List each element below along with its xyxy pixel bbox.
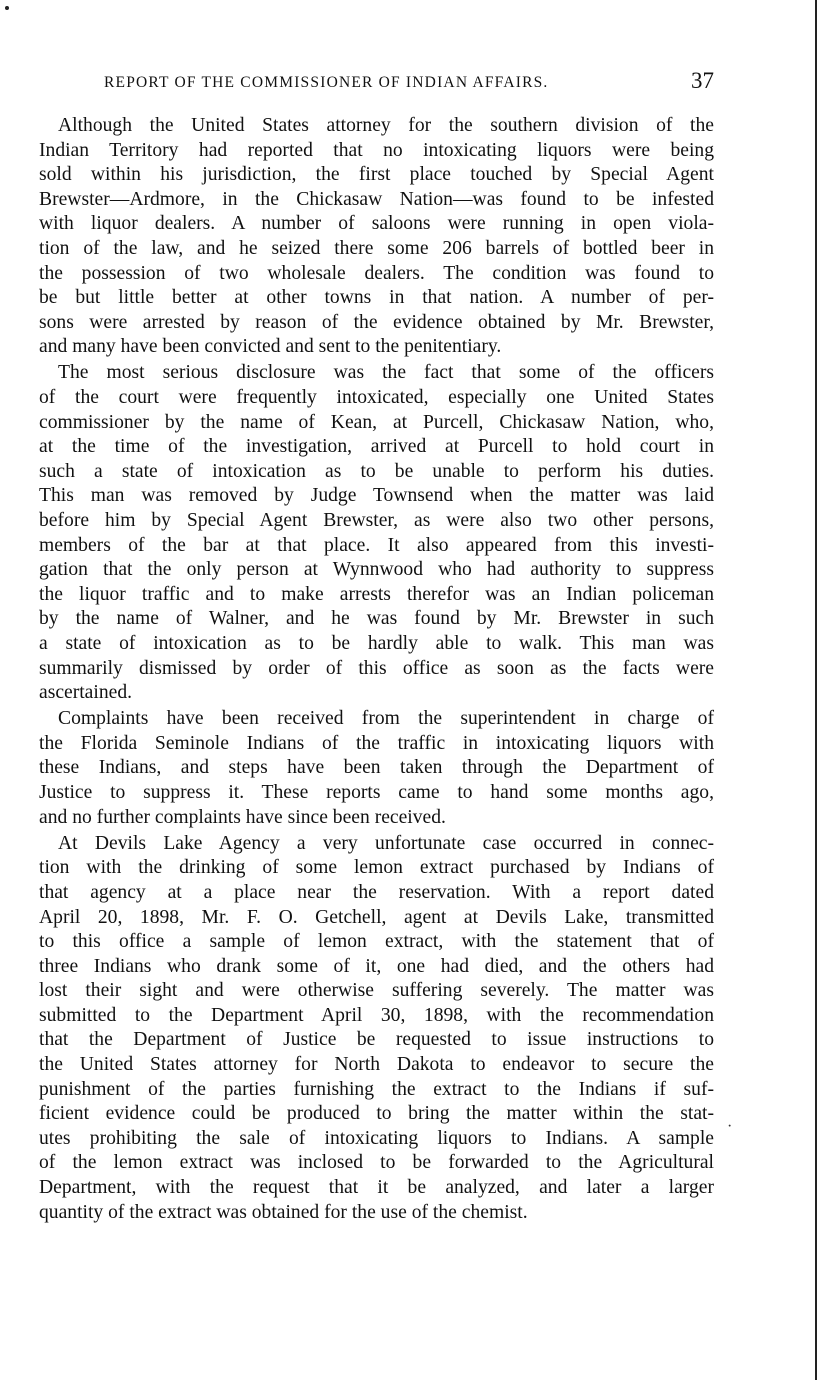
- paragraph: [39, 114, 714, 360]
- text-line: punishment of the parties furnishing the extract to the Indians if suf-: [39, 1078, 714, 1100]
- text-line: commissioner by the name of Kean, at Purcell, Chickasaw Nation, who,: [39, 411, 714, 433]
- text-line: Brewster—Ardmore, in the Chickasaw Nation—was found to be infested: [39, 188, 714, 210]
- text-line: these Indians, and steps have been taken through the Department of: [39, 757, 714, 779]
- text-line: Complaints have been received from the superintendent in charge of: [58, 708, 714, 730]
- paragraph: [39, 707, 714, 830]
- text-line: Although the United States attorney for the southern division of the: [58, 115, 714, 136]
- text-line: tion of the law, and he seized there some 206 barrels of bottled beer in: [39, 237, 714, 259]
- text-line: the liquor traffic and to make arrests therefor was an Indian policeman: [39, 583, 714, 605]
- text-line: that the Department of Justice be requested to issue instructions to: [39, 1029, 714, 1051]
- text-line: lost their sight and were otherwise suffering severely. The matter was: [39, 980, 714, 1002]
- text-line: three Indians who drank some of it, one had died, and the others had: [39, 955, 714, 977]
- body-text: [39, 114, 714, 1227]
- text-line: This man was removed by Judge Townsend when the matter was laid: [39, 485, 714, 507]
- text-line: and no further complaints have since been received.: [39, 806, 446, 828]
- text-line: the possession of two wholesale dealers. The condition was found to: [39, 262, 714, 284]
- text-line: of the lemon extract was inclosed to be forwarded to the Agricultural: [39, 1152, 714, 1174]
- running-header: [40, 68, 714, 98]
- text-line: sold within his jurisdiction, the first place touched by Special Agent: [39, 164, 714, 186]
- text-line: April 20, 1898, Mr. F. O. Getchell, agent at Devils Lake, transmitted: [39, 906, 714, 928]
- text-line: of the court were frequently intoxicated, especially one United States: [39, 387, 714, 409]
- text-line: by the name of Walner, and he was found by Mr. Brewster in such: [39, 608, 714, 630]
- text-line: with liquor dealers. A number of saloons were running in open viola-: [39, 213, 714, 235]
- text-line: a state of intoxication as to be hardly able to walk. This man was: [39, 632, 714, 654]
- text-line: to this office a sample of lemon extract, with the statement that of: [39, 931, 714, 953]
- text-line: Indian Territory had reported that no intoxicating liquors were being: [39, 139, 714, 161]
- text-line: ficient evidence could be produced to bring the matter within the stat-: [39, 1103, 714, 1125]
- text-line: and many have been convicted and sent to the penitentiary.: [39, 336, 502, 358]
- text-line: Department, with the request that it be analyzed, and later a larger: [39, 1177, 714, 1199]
- text-line: quantity of the extract was obtained for the use of the chemist.: [39, 1201, 528, 1223]
- text-line: the United States attorney for North Dakota to endeavor to secure the: [39, 1054, 714, 1076]
- paragraph: [39, 361, 714, 705]
- text-line: that agency at a place near the reservation. With a report dated: [39, 881, 714, 903]
- text-line: sons were arrested by reason of the evidence obtained by Mr. Brewster,: [39, 311, 714, 333]
- text-line: the Florida Seminole Indians of the traffic in intoxicating liquors with: [39, 732, 714, 754]
- text-line: summarily dismissed by order of this office as soon as the facts were: [39, 657, 714, 679]
- text-line: utes prohibiting the sale of intoxicating liquors to Indians. A sample: [39, 1127, 714, 1149]
- running-title: REPORT OF THE COMMISSIONER OF INDIAN AFFAIRS.: [104, 74, 549, 91]
- text-line: at the time of the investigation, arrived at Purcell to hold court in: [39, 436, 714, 458]
- text-line: tion with the drinking of some lemon extract purchased by Indians of: [39, 857, 714, 879]
- page-edge: [815, 0, 817, 1380]
- text-line: submitted to the Department April 30, 1898, with the recommendation: [39, 1004, 714, 1026]
- page-number: 37: [691, 68, 714, 93]
- paragraph: [39, 832, 714, 1226]
- text-line: ascertained.: [39, 682, 133, 704]
- scan-mark: [5, 6, 9, 10]
- text-line: such a state of intoxication as to be unable to perform his duties.: [39, 460, 714, 482]
- text-line: At Devils Lake Agency a very unfortunate case occurred in connec-: [58, 832, 714, 854]
- text-line: members of the bar at that place. It also appeared from this investi-: [39, 534, 714, 556]
- text-line: before him by Special Agent Brewster, as were also two other persons,: [39, 510, 714, 531]
- text-line: The most serious disclosure was the fact that some of the officers: [58, 362, 714, 384]
- text-line: gation that the only person at Wynnwood who had authority to suppress: [39, 559, 714, 581]
- margin-mark: ·: [727, 1118, 733, 1135]
- text-line: Justice to suppress it. These reports came to hand some months ago,: [39, 782, 714, 804]
- text-line: be but little better at other towns in that nation. A number of per-: [39, 287, 714, 309]
